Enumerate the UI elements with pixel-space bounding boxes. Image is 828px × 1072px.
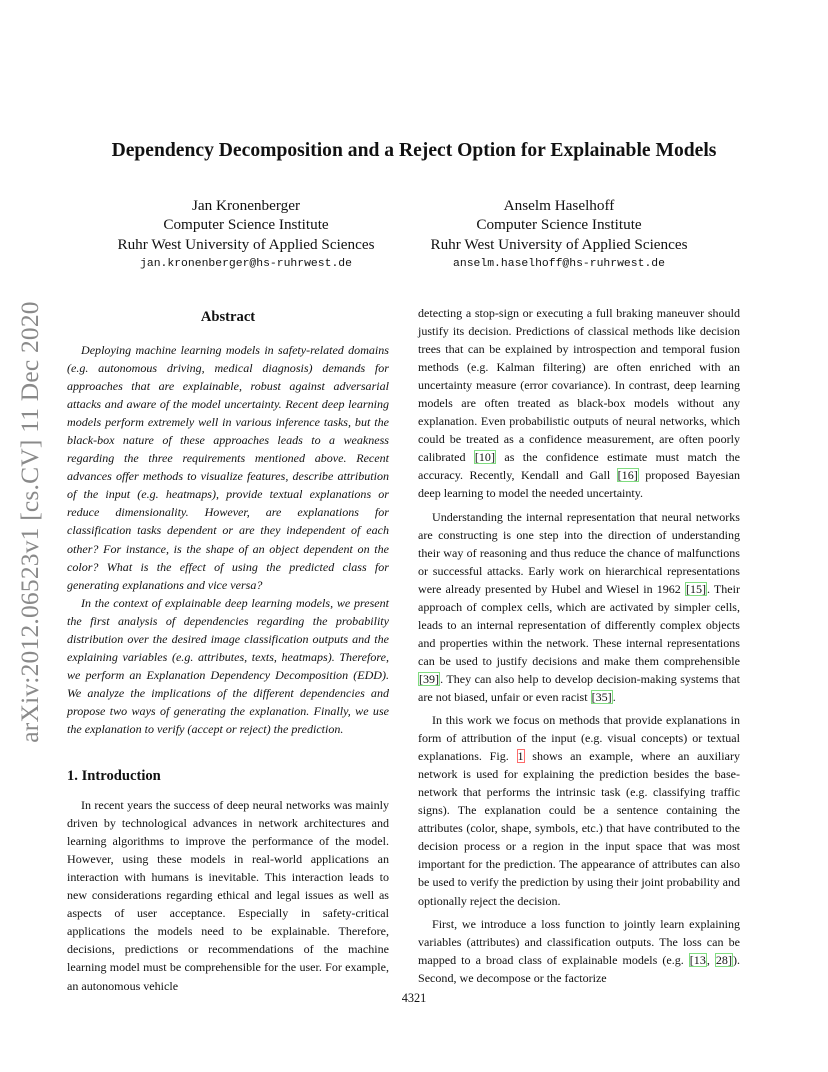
text-run: ). Second, we decompose or the factorize [418,952,740,985]
text-run: proposed Bayesian deep learning to model the needed uncertainty. [418,468,740,501]
arxiv-stamp-text: arXiv:2012.06523v1 [cs.CV] 11 Dec 2020 [15,301,44,743]
text-run: as the confidence estimate must match the accuracy. Recently, Kendall and Gall [418,450,741,483]
citation-link[interactable]: 28] [715,952,732,967]
section-heading-introduction: 1. Introduction [67,768,161,785]
body-paragraph [418,304,740,503]
author-email: jan.kronenberger@hs-ruhrwest.de [140,258,352,271]
body-paragraph [418,508,740,707]
citation-link[interactable]: [16] [617,468,638,483]
text-run: shows an example, where an auxiliary network is used for explaining the prediction besides the base-network that performs the intrinsic task (e.g. classifying traffic signs). The explanation could be a sentence containing the attributes (color, shape, symbols, etc.) that have contributed to the decision process or a region in the input space that was most important for the prediction. The appearance of attributes can also be used to verify the prediction by using their joint probability and optionally reject the decision. [418,749,740,908]
citation-link[interactable]: [15] [685,581,707,596]
author-block-2 [414,196,704,275]
citation-link[interactable]: [10] [474,450,495,465]
citation-link[interactable]: [39] [419,671,440,686]
paper-title: Dependency Decomposition and a Reject Option for Explainable Models [111,140,717,161]
author-name: Anselm Haselhoff [503,197,615,214]
author-affiliation: Computer Science Institute [163,216,329,234]
author-affiliation: Computer Science Institute [476,216,642,234]
citation-link[interactable]: [13 [689,952,706,967]
left-column [67,308,389,1000]
arxiv-stamp [4,282,56,762]
abstract-paragraph: In the context of explainable deep learning models, we present the first analysis of dependencies regarding the probability distribution over the desired image classification outputs and the explaining variables (e.g. attributes, texts, heatmaps). Therefore, we perform an Explanation Dependency Decomposition (EDD). We analyze the implications of the different dependencies and propose two ways of generating the explanation. Finally, we use the explanation to verify (accept or reject) the prediction. [67,595,389,736]
abstract-heading: Abstract [200,309,256,325]
body-paragraph [418,711,740,910]
body-paragraph [418,915,740,987]
author-name: Jan Kronenberger [191,197,301,214]
author-affiliation: Ruhr West University of Applied Sciences [430,235,688,253]
abstract-paragraph: Deploying machine learning models in safety-related domains (e.g. autonomous driving, medical diagnosis) demands for approaches that are explainable, robust against adversarial attacks and aware of the model uncertainty. Recent deep learning models perform extremely well in various inference tasks, but the black-box nature of these approaches leads to a weakness regarding the three requirements mentioned above. Recent advances offer methods to visualize features, describe attribution of the input (e.g. heatmaps), provide textual explanations or reduce dimensionality. However, are explanations for classification tasks dependent or are they independent of each other? For instance, is the shape of an object dependent on the color? What is the effect of using the predicted class for generating explanations and vice versa? [67,343,389,592]
text-run: detecting a stop-sign or executing a full braking maneuver should justify its decision. Predictions of classical methods like decision trees that can be explained by introspection and temporal fusion methods (e.g. Kalman filtering) are often enriched with an uncertainty measure (error covariance). In contrast, deep learning models are often treated as black-box models without any explanation. Even probabilistic outputs of neural networks, which could be treated as a confidence measurement, are often poorly calibrated [418,306,740,465]
page-number: 4321 [401,991,427,1005]
author-affiliation: Ruhr West University of Applied Sciences [117,235,375,253]
text-run: , [706,952,715,967]
text-run: First, we introduce a loss function to jointly learn explaining variables (attributes) and classification outputs. The loss can be mapped to a broad class of explainable models (e.g. [418,916,740,967]
abstract [67,341,389,738]
right-column [418,304,740,992]
author-email: anselm.haselhoff@hs-ruhrwest.de [453,258,665,271]
text-run: Understanding the internal representation that neural networks are constructing is one step into the direction of understanding their way of reasoning and thus reduce the chance of malfunctions or successful attacks. Early work on hierarchical representations were already presented by Hubel and Wiesel in 1962 [418,509,740,596]
figure-link[interactable]: 1 [517,749,524,764]
text-run: . Their approach of complex cells, which are activated by simpler cells, leads to an internal representation of differently complex objects and properties within the network. These internal representations can be used to justify decisions and make them comprehensible [418,581,740,668]
text-run: . [612,689,616,704]
text-run: In this work we focus on methods that provide explanations in form of attribution of the input (e.g. visual concepts) or textual explanations. Fig. [418,713,740,764]
body-paragraph: In recent years the success of deep neural networks was mainly driven by technological advances in network architectures and learning algorithms to improve the performance of the model. However, using these models in real-world applications an interaction with humans is inevitable. This interaction leads to new considerations regarding ethical and legal issues as well as aspects of user acceptance. Especially in safety-critical applications the models need to be explainable. Therefore, decisions, predictions or recommendations of the machine learning model must be comprehensible for the user. For example, an autonomous vehicle [67,798,389,993]
author-block-1 [100,196,392,275]
citation-link[interactable]: [35] [591,689,612,704]
text-run: . They can also help to develop decision-making systems that are not biased, unfair or even racist [418,671,740,704]
